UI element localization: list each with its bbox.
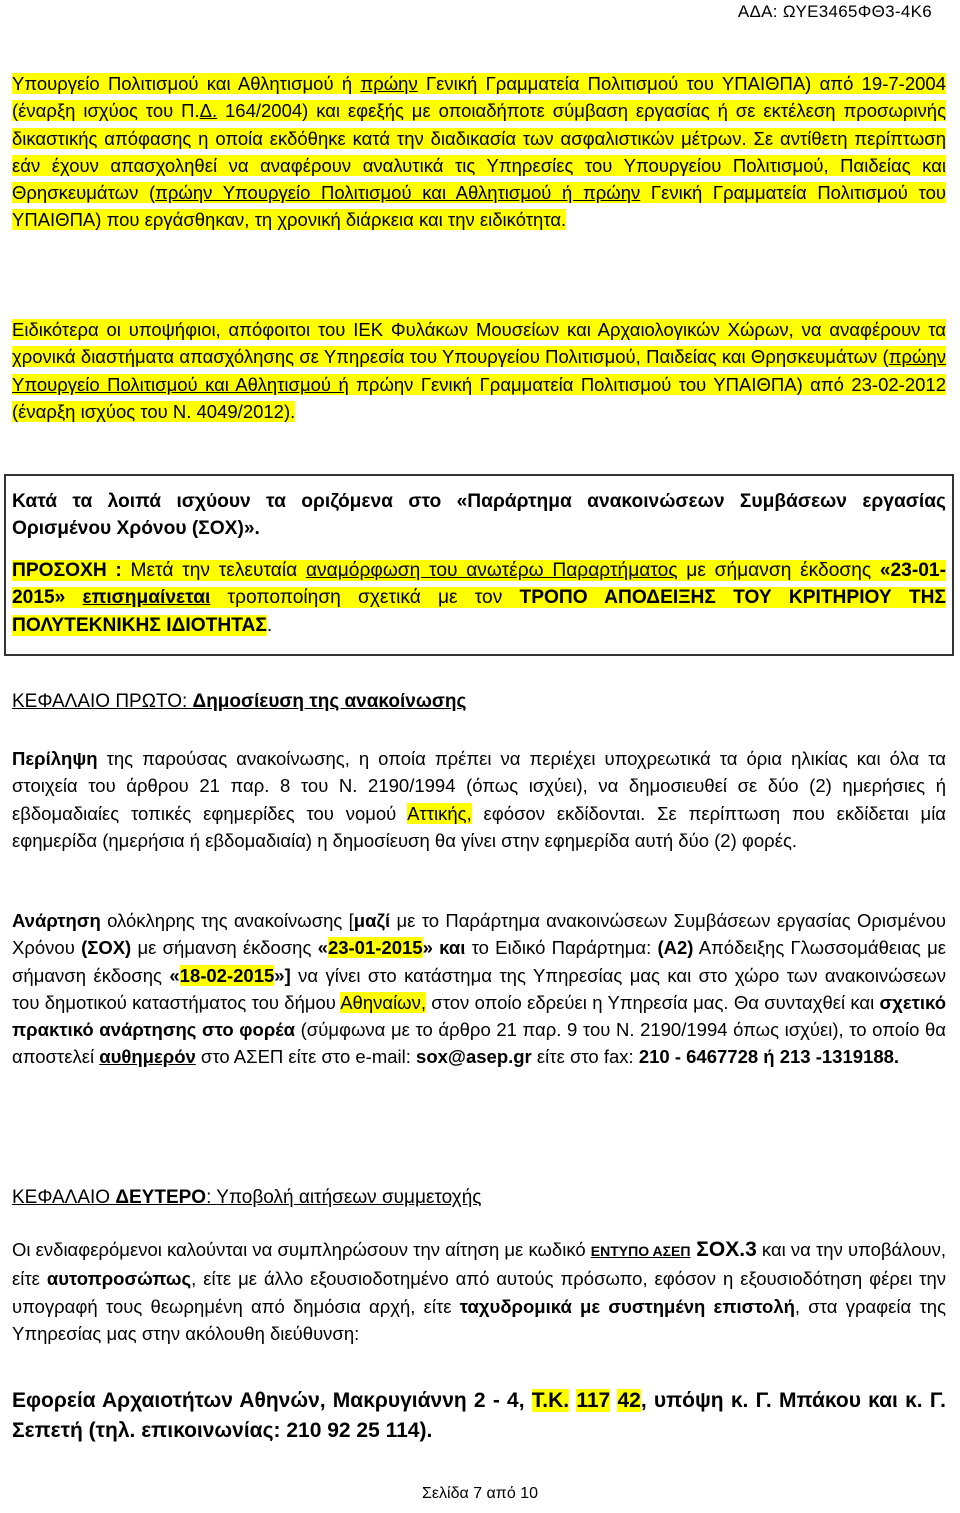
chapter-one-heading: ΚΕΦΑΛΑΙΟ ΠΡΩΤΟ: Δημοσίευση της ανακοίνωσης — [12, 691, 467, 712]
page-number: Σελίδα 7 από 10 — [422, 1485, 538, 1502]
attention-paragraph: ΠΡΟΣΟΧΗ : Μετά την τελευταία αναμόρφωση του ανωτέρω Παραρτήματος με σήμανση έκδοσης «23-01-2015» επισημαίνεται τροποποίηση σχετικά με τον ΤΡΟΠΟ ΑΠΟΔΕΙΞΗΣ ΤΟΥ ΚΡΙΤΗΡΙΟΥ ΤΗΣ ΠΟΛΥΤΕΚΝΙΚΗΣ ΙΔΙΟΤΗΤΑΣ. — [12, 560, 946, 636]
notice-paragraph: Κατά τα λοιπά ισχύουν τα οριζόμενα στο «Παράρτημα ανακοινώσεων Συμβάσεων εργασίας Ορισμένου Χρόνου (ΣΟΧ)». — [12, 491, 946, 540]
application-paragraph: Οι ενδιαφερόμενοι καλούνται να συμπληρώσουν την αίτηση με κωδικό ΕΝΤΥΠΟ ΑΣΕΠ ΣΟΧ.3 και να την υποβάλουν, είτε αυτοπροσώπως, είτε με άλλο εξουσιοδοτημένο από αυτούς πρόσωπο, εφόσον η εξουσιοδότηση φέρει την υπογραφή τους θεωρημένη από δημόσια αρχή, είτε ταχυδρομικά με συστημένη επιστολή, στα γραφεία της Υπηρεσίας μας στην ακόλουθη διεύθυνση: — [12, 1238, 947, 1344]
posting-paragraph: Ανάρτηση ολόκληρης της ανακοίνωσης [μαζί με το Παράρτημα ανακοινώσεων Συμβάσεων εργασίας Ορισμένου Χρόνου (ΣΟΧ) με σήμανση έκδοσης «23-01-2015» και το Ειδικό Παράρτημα: (Α2) Απόδειξης Γλωσσομάθειας με σήμανση έκδοσης «18-02-2015»] να γίνει στο κατάστημα της Υπηρεσίας μας και στο χώρο των ανακοινώσεων του δημοτικού καταστήματος του δήμου Αθηναίων, στον οποίο εδρεύει η Υπηρεσία μας. Θα συνταχθεί και σχετικό πρακτικό ανάρτησης στο φορέα (σύμφωνα με το άρθρο 21 παρ. 9 του Ν. 2190/1994 όπως ισχύει), το οποίο θα αποστελεί αυθημερόν στο ΑΣΕΠ είτε στο e-mail: sox@asep.gr είτε στο fax: 210 - 6467728 ή 213 -1319188. — [12, 910, 946, 1068]
summary-paragraph: Περίληψη της παρούσας ανακοίνωσης, η οποία πρέπει να περιέχει υποχρεωτικά τα όρια ηλικίας και όλα τα στοιχεία του άρθρου 21 παρ. 8 του Ν. 2190/1994 (όπως ισχύει), να δημοσιευθεί σε δύο (2) ημερήσιες ή εβδομαδιαίες τοπικές εφημερίδες του νομού Αττικής, εφόσον εκδίδονται. Σε περίπτωση που εκδίδεται μία εφημερίδα (ημερήσια ή εβδομαδιαία) η δημοσίευση θα γίνει στην εφημερίδα αυτή δύο (2) φορές. — [12, 748, 946, 851]
ada-code: ΑΔΑ: ΩΥΕ3465ΦΘ3-4Κ6 — [737, 2, 932, 21]
paragraph-iek-guards: Ειδικότερα οι υποψήφιοι, απόφοιτοι του ΙΕΚ Φυλάκων Μουσείων και Αρχαιολογικών Χώρων, να αναφέρουν τα χρονικά διαστήματα απασχόλησης σε Υπηρεσία του Υπουργείου Πολιτισμού, Παιδείας και Θρησκευμάτων (πρώην Υπουργείο Πολιτισμού και Αθλητισμού ή πρώην Γενική Γραμματεία Πολιτισμού του ΥΠΑΙΘΠΑ) από 23-02-2012 (έναρξη ισχύος του Ν. 4049/2012). — [12, 319, 946, 422]
paragraph-previous-service: Υπουργείο Πολιτισμού και Αθλητισμού ή πρώην Γενική Γραμματεία Πολιτισμού του ΥΠΑΙΘΠΑ) από 19-7-2004 (έναρξη ισχύος του Π.Δ. 164/2004) και εφεξής με οποιαδήποτε σύμβαση εργασίας ή σε εκτέλεση προσωρινής δικαστικής απόφασης η οποία εκδόθηκε κατά την διαδικασία των ασφαλιστικών μέτρων. Σε αντίθετη περίπτωση εάν έχουν απασχοληθεί να αναφέρουν αναλυτικά τις Υπηρεσίες του Υπουργείου Πολιτισμού, Παιδείας και Θρησκευμάτων (πρώην Υπουργείο Πολιτισμού και Αθλητισμού ή πρώην Γενική Γραμματεία Πολιτισμού του ΥΠΑΙΘΠΑ) που εργάσθηκαν, τη χρονική διάρκεια και την ειδικότητα. — [12, 73, 947, 231]
chapter-two-heading: ΚΕΦΑΛΑΙΟ ΔΕΥΤΕΡΟ: Υποβολή αιτήσεων συμμετοχής — [12, 1187, 482, 1208]
address-paragraph: Εφορεία Αρχαιοτήτων Αθηνών, Μακρυγιάννη 2 - 4, Τ.Κ. 117 42, υπόψη κ. Γ. Μπάκου και κ. Γ. Σεπετή (τηλ. επικοινωνίας: 210 92 25 114). — [12, 1389, 947, 1442]
